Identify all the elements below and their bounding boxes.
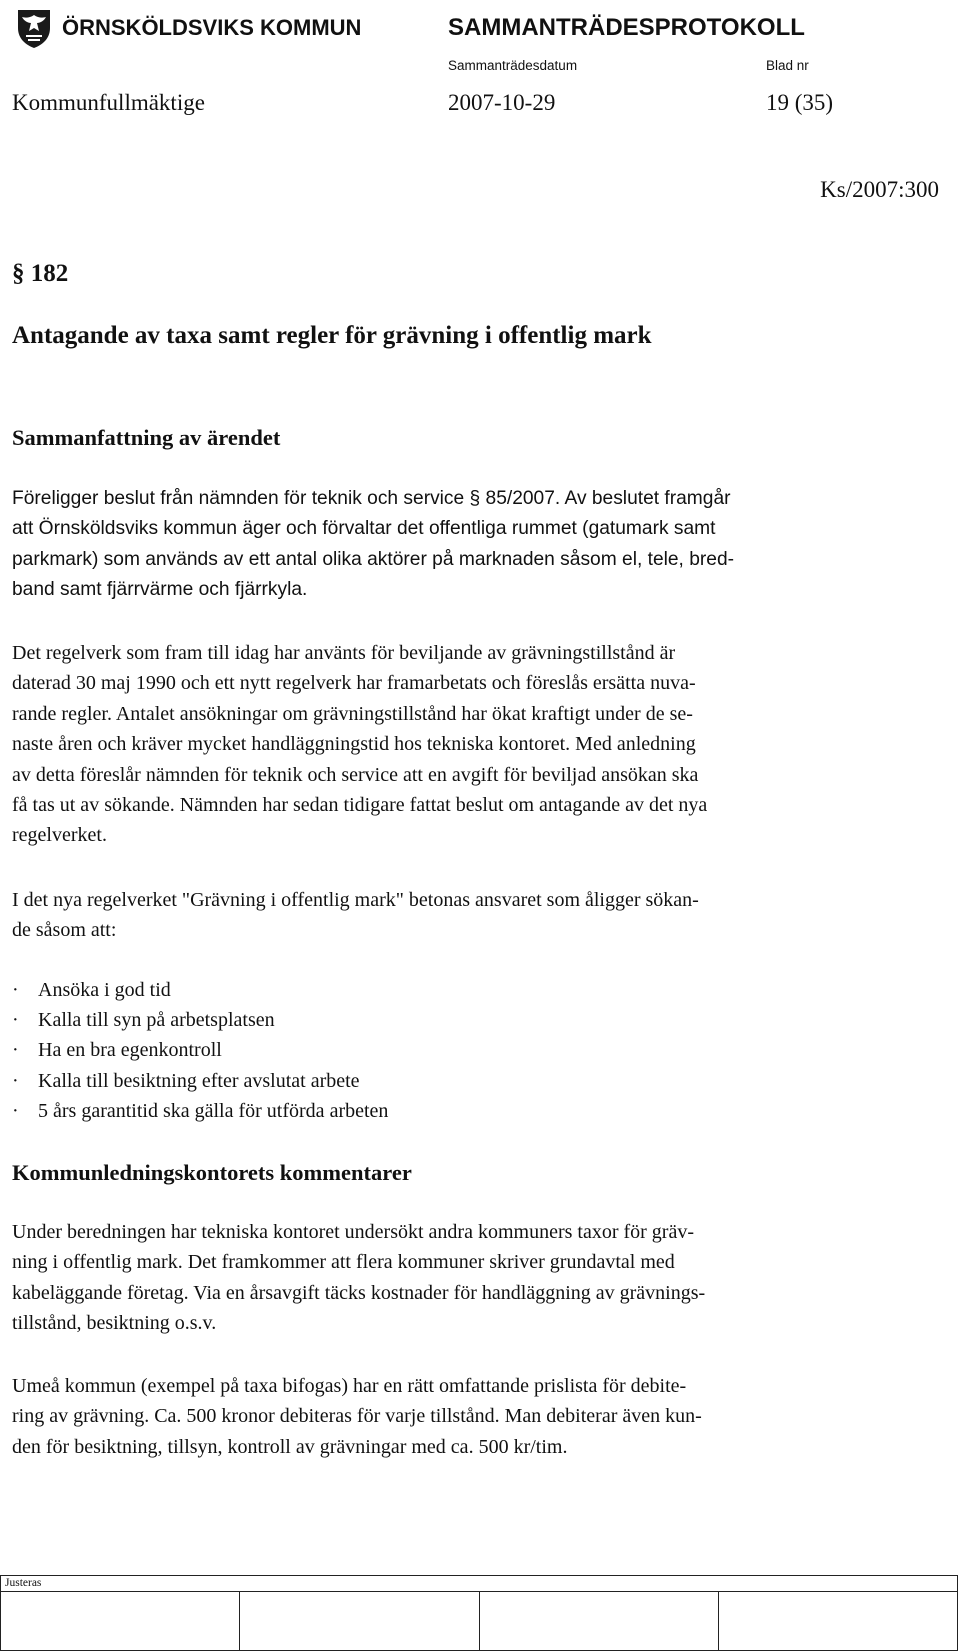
org-name: ÖRNSKÖLDSVIKS KOMMUN xyxy=(62,15,362,40)
comments-paragraph-2 xyxy=(12,1371,932,1462)
text-line: ring av grävning. Ca. 500 kronor debiteras för varje tillstånd. Man debiterar även kun- xyxy=(12,1405,702,1428)
list-item-text: 5 års garantitid ska gälla för utförda arbeten xyxy=(38,1099,389,1122)
text-line: att Örnsköldsviks kommun äger och förvaltar det offentliga rummet (gatumark samt xyxy=(12,518,716,540)
text-line: ning i offentlig mark. Det framkommer att flera kommuner skriver grundavtal med xyxy=(12,1251,675,1274)
date-label: Sammanträdesdatum xyxy=(448,58,578,73)
summary-paragraph-1 xyxy=(12,484,932,606)
page-number: 19 (35) xyxy=(766,90,834,115)
bullet-marker: · xyxy=(12,1069,19,1092)
case-number: Ks/2007:300 xyxy=(820,177,939,202)
bullet-marker: · xyxy=(12,979,19,1001)
list-item xyxy=(12,975,388,1005)
signature-cell[interactable] xyxy=(240,1592,479,1651)
summary-heading: Sammanfattning av ärendet xyxy=(12,425,281,450)
bullet-marker: · xyxy=(12,1099,19,1122)
coat-of-arms-icon xyxy=(12,6,56,50)
page-title: Antagande av taxa samt regler för grävning i offentlig mark xyxy=(12,322,652,349)
text-line: de såsom att: xyxy=(12,919,117,942)
text-line: Under beredningen har tekniska kontoret undersökt andra kommuners taxor för gräv- xyxy=(12,1221,695,1243)
list-item-text: Ha en bra egenkontroll xyxy=(38,1039,222,1062)
meeting-date: 2007-10-29 xyxy=(448,90,556,115)
text-line: rande regler. Antalet ansökningar om grävningstillstånd har ökat kraftigt under de se- xyxy=(12,702,693,725)
list-item xyxy=(12,1035,388,1065)
justeras-header-cell xyxy=(1,1576,958,1592)
list-item-text: Kalla till besiktning efter avslutat arbete xyxy=(38,1069,360,1092)
signature-cell[interactable] xyxy=(1,1592,240,1651)
bullet-marker: · xyxy=(12,1009,19,1032)
text-line: den för besiktning, tillsyn, kontroll av grävningar med ca. 500 kr/tim. xyxy=(12,1435,568,1458)
municipality-logo xyxy=(12,6,361,50)
text-line: I det nya regelverket "Grävning i offentlig mark" betonas ansvaret som åligger sökan- xyxy=(12,889,699,911)
summary-paragraph-3 xyxy=(12,885,932,946)
text-line: naste åren och kräver mycket handläggningstid hos tekniska kontoret. Med anledning xyxy=(12,733,696,756)
signature-cell[interactable] xyxy=(479,1592,718,1651)
list-item xyxy=(12,1005,388,1035)
comments-heading: Kommunledningskontorets kommentarer xyxy=(12,1160,412,1185)
text-line: parkmark) som används av ett antal olika aktörer på marknaden såsom el, tele, bred- xyxy=(12,548,735,570)
bullet-marker: · xyxy=(12,1039,19,1062)
list-item-text: Ansöka i god tid xyxy=(38,979,171,1001)
comments-paragraph-1 xyxy=(12,1217,932,1339)
responsibility-list xyxy=(12,975,388,1126)
text-line: Det regelverk som fram till idag har använts för beviljande av grävningstillstånd är xyxy=(12,642,676,664)
text-line: band samt fjärrvärme och fjärrkyla. xyxy=(12,579,308,601)
justeras-label: Justeras xyxy=(5,1577,42,1589)
list-item xyxy=(12,1096,388,1126)
text-line: kabeläggande företag. Via en årsavgift täcks kostnader för handläggning av grävnings- xyxy=(12,1281,706,1304)
list-item xyxy=(12,1066,388,1096)
text-line: tillstånd, besiktning o.s.v. xyxy=(12,1312,217,1335)
text-line: regelverket. xyxy=(12,824,107,847)
body-name: Kommunfullmäktige xyxy=(12,90,205,115)
summary-paragraph-2 xyxy=(12,638,932,851)
justeras-table xyxy=(0,1575,958,1651)
page-label: Blad nr xyxy=(766,58,809,73)
text-line: av detta föreslår nämnden för teknik och service att en avgift för beviljad ansökan ska xyxy=(12,763,699,786)
list-item-text: Kalla till syn på arbetsplatsen xyxy=(38,1009,275,1032)
text-line: Umeå kommun (exempel på taxa bifogas) har en rätt omfattande prislista för debite- xyxy=(12,1375,687,1397)
text-line: få tas ut av sökande. Nämnden har sedan tidigare fattat beslut om antagande av det nya xyxy=(12,794,708,817)
paragraph-number: § 182 xyxy=(12,260,69,287)
text-line: daterad 30 maj 1990 och ett nytt regelverk har framarbetats och föreslås ersätta nuva- xyxy=(12,672,696,695)
document-type: SAMMANTRÄDESPROTOKOLL xyxy=(448,14,805,41)
signature-cell[interactable] xyxy=(718,1592,957,1651)
text-line: Föreligger beslut från nämnden för teknik och service § 85/2007. Av beslutet framgår xyxy=(12,488,731,509)
